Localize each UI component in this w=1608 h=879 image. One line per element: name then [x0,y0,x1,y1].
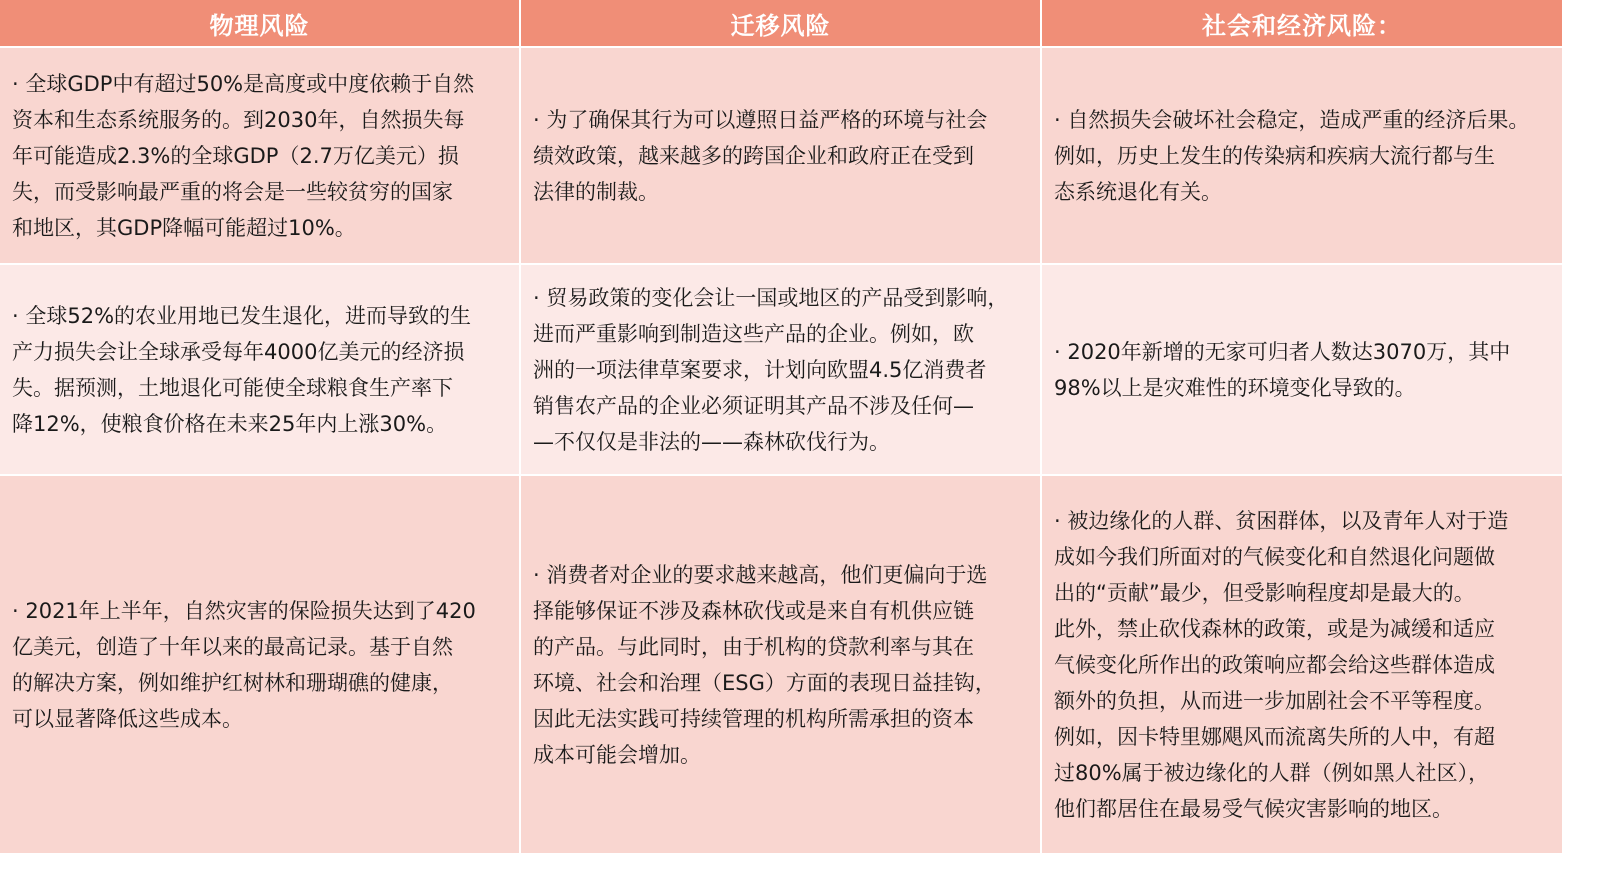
table-cell [521,476,1042,855]
header-physical-risk: 物理风险 [0,0,521,48]
table-cell [521,265,1042,476]
table-cell [1042,476,1562,855]
header-social-economic-risk: 社会和经济风险： [1042,0,1562,48]
table-cell [521,48,1042,265]
header-transition-risk: 迁移风险 [521,0,1042,48]
cell-text: · 为了确保其行为可以遵照日益严格的环境与社会 绩效政策，越来越多的跨国企业和政府正在受到 法律的制裁。 [533,107,988,204]
cell-text: · 全球GDP中有超过50%是高度或中度依赖于自然 资本和生态系统服务的。到2030年，自然损失每 年可能造成2.3%的全球GDP（2.7万亿美元）损 失，而受影响最严重的将会是一些较贫穷的国家 和地区，其GDP降幅可能超过10%。 [12,71,475,240]
cell-text: · 自然损失会破坏社会稳定，造成严重的经济后果。 例如，历史上发生的传染病和疾病大流行都与生 态系统退化有关。 [1054,107,1530,204]
cell-text: · 全球52%的农业用地已发生退化，进而导致的生 产力损失会让全球承受每年4000亿美元的经济损 失。据预测，土地退化可能使全球粮食生产率下 降12%，使粮食价格在未来25年内上涨30%。 [12,303,472,436]
cell-text: · 贸易政策的变化会让一国或地区的产品受到影响， 进而严重影响到制造这些产品的企业。例如，欧 洲的一项法律草案要求，计划向欧盟4.5亿消费者 销售农产品的企业必须证明其产品不涉及任何— —不仅仅是非法的——森林砍伐行为。 [533,285,1009,454]
cell-text: · 2020年新增的无家可归者人数达3070万，其中 98%以上是灾难性的环境变化导致的。 [1054,339,1511,400]
table-cell [0,265,521,476]
cell-text: · 被边缘化的人群、贫困群体，以及青年人对于造 成如今我们所面对的气候变化和自然退化问题做 出的“贡献”最少，但受影响程度却是最大的。 此外，禁止砍伐森林的政策，或是为减缓和适应 气候变化所作出的政策响应都会给这些群体造成 额外的负担，从而进一步加剧社会不平等程度。 例如，因卡特里娜飓风而流离失所的人中，有超 过80%属于被边缘化的人群（例如黑人社区）， 他们都居住在最易受气候灾害影响的地区。 [1054,508,1509,821]
table-cell [0,48,521,265]
table-cell [1042,265,1562,476]
cell-text: · 消费者对企业的要求越来越高，他们更偏向于选 择能够保证不涉及森林砍伐或是来自有机供应链 的产品。与此同时，由于机构的贷款利率与其在 环境、社会和治理（ESG）方面的表现日益挂钩， 因此无法实践可持续管理的机构所需承担的资本 成本可能会增加。 [533,562,996,767]
table-cell [0,476,521,855]
cell-text: · 2021年上半年，自然灾害的保险损失达到了420 亿美元，创造了十年以来的最高记录。基于自然 的解决方案，例如维护红树林和珊瑚礁的健康， 可以显著降低这些成本。 [12,598,476,731]
table-cell [1042,48,1562,265]
